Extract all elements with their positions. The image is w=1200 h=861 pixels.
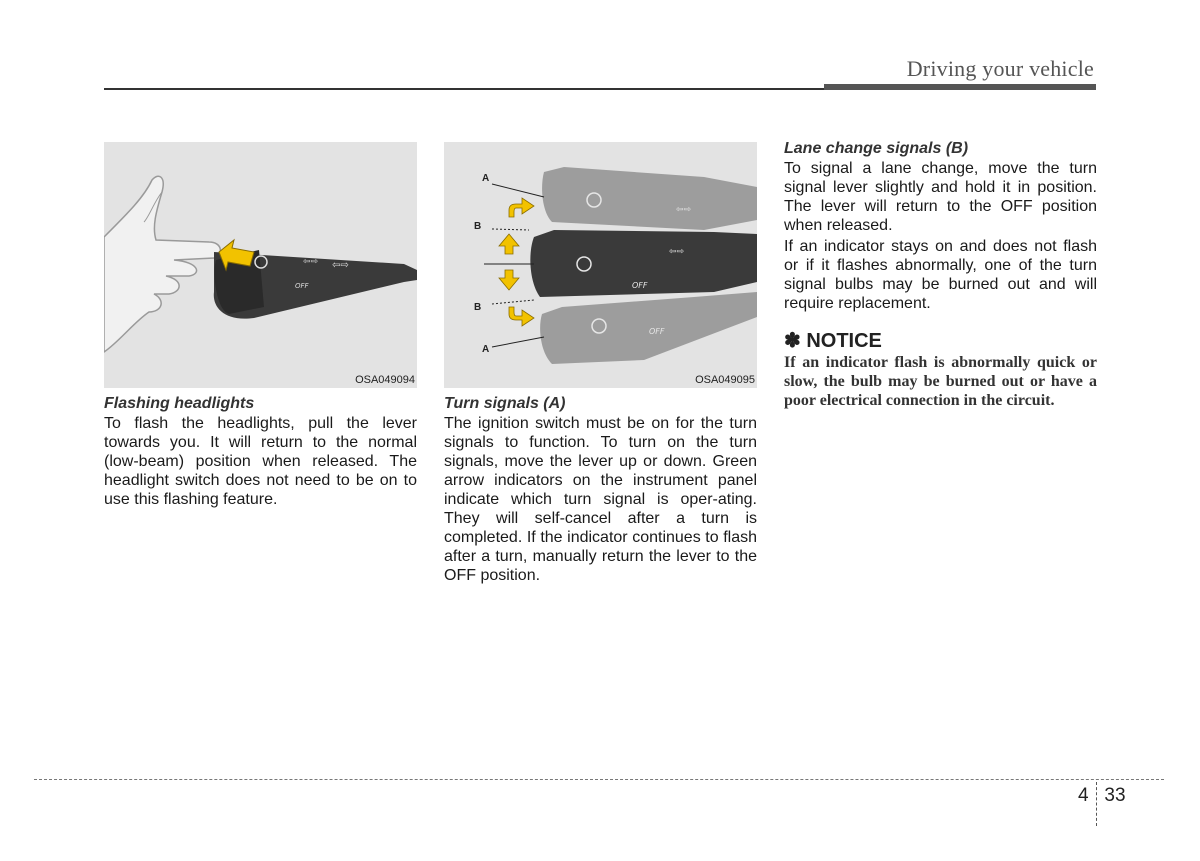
notice-body: If an indicator flash is abnormally quick or slow, the bulb may be burned out or have a poor electrical connection in the circuit. [784, 354, 1097, 409]
page-number [1078, 785, 1126, 807]
section-heading: Turn signals (A) [444, 395, 566, 412]
label-b-top: B [474, 221, 482, 232]
header-rule-accent [824, 84, 1096, 90]
section-flashing-headlights [104, 394, 417, 509]
figure-code: OSA049095 [695, 374, 755, 386]
page-header-title: Driving your vehicle [906, 56, 1094, 81]
label-a-bottom: A [482, 344, 490, 355]
footer-rule [34, 779, 1164, 780]
svg-text:⇦⇨: ⇦⇨ [303, 257, 319, 267]
label-b-bottom: B [474, 302, 482, 313]
lever-positions-illustration [444, 142, 757, 388]
page-number-separator [1096, 782, 1097, 826]
notice-title: ✽ NOTICE [784, 330, 882, 352]
section-heading: Flashing headlights [104, 395, 255, 412]
svg-text:OFF: OFF [649, 327, 665, 336]
figure-flashing-headlights [104, 142, 417, 388]
figure-code: OSA049094 [355, 374, 415, 386]
section-turn-signals [444, 394, 757, 585]
svg-text:⇦⇨: ⇦⇨ [676, 205, 692, 215]
svg-text:⇦⇨: ⇦⇨ [332, 260, 349, 271]
section-heading: Lane change signals (B) [784, 140, 969, 157]
figure-turn-signals [444, 142, 757, 388]
chapter-number: 4 [1078, 785, 1089, 806]
section-body: To flash the headlights, pull the lever towards you. It will return to the normal (low-beam) position when released. The headlight switch does not need to be on to use this flashing feature. [104, 415, 417, 508]
hand-on-lever-illustration [104, 142, 417, 388]
label-a-top: A [482, 173, 490, 184]
svg-text:OFF: OFF [632, 281, 648, 290]
svg-text:⇦⇨: ⇦⇨ [669, 247, 685, 257]
section-body-1: To signal a lane change, move the turn signal lever slightly and hold it in position. The lever will return to the OFF position when released. [784, 160, 1097, 234]
section-body: The ignition switch must be on for the turn signals to function. To turn on the turn signals, move the lever up or down. Green arrow indicators on the instrument panel indicate which turn signal is oper-ating. They will self-cancel after a turn is completed. If the indicator continues to flash after a turn, manually return the lever to the OFF position. [444, 415, 757, 584]
svg-text:OFF: OFF [295, 282, 309, 290]
section-lane-change [784, 139, 1097, 410]
page-index: 33 [1104, 785, 1126, 806]
section-body-2: If an indicator stays on and does not flash or if it flashes abnormally, one of the turn signal bulbs may be burned out and will require replacement. [784, 238, 1097, 312]
